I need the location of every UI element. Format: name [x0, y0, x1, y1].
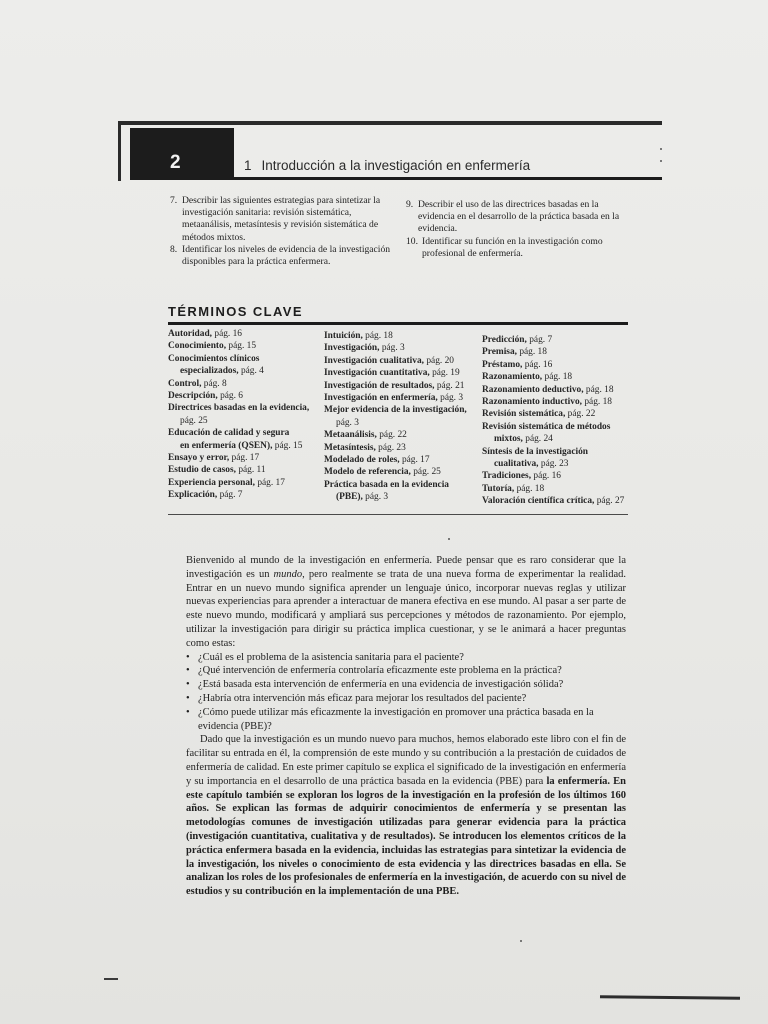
question-item: [186, 692, 626, 706]
key-term: [168, 353, 318, 365]
key-term-page: pág. 25: [180, 415, 208, 426]
key-term-label: Explicación,: [168, 490, 218, 501]
key-term-label: Síntesis de la investigación: [482, 446, 588, 457]
question-text: ¿Cómo puede utilizar más eficazmente la investigación en promover una práctica basada en la evidencia (PBE)?: [198, 706, 594, 732]
bold-text-run: la enfermería. En este capítulo también se exploran los logros de la investigación en la profesión de los últimos 160 años. Se explican las formas de adquirir conocimientos de enfermería y se presentan las metodologías comunes de investigación utilizadas para generar evidencia para la práctica (investigación cuantitativa, cualitativa y de resultados). Se introducen los elementos críticos de la práctica enfermera basada en la evidencia, incluidas las estrategias para sintetizar la evidencia de la investigación, los niveles o conocimiento de esta evidencia y las directrices basadas en ella. Se analizan los roles de los profesionales de enfermería en la investigación, de acuerdo con su nivel de estudios y su contribución en la implementación de una PBE.: [186, 775, 626, 898]
key-term-label: Razonamiento inductivo,: [482, 397, 583, 408]
key-term-page: pág. 7: [526, 335, 553, 345]
key-term: [482, 470, 638, 482]
key-terms-column-2: [324, 330, 480, 504]
chapter-number-box: [130, 128, 234, 180]
question-item: [186, 651, 626, 665]
objective-item: [406, 236, 622, 260]
key-term-label: Modelo de referencia,: [324, 467, 411, 478]
key-term-label: Tradiciones,: [482, 471, 532, 482]
key-term: [168, 452, 318, 464]
question-item: [186, 706, 626, 734]
key-term: [168, 415, 318, 427]
key-term-label: Directrices basadas en la evidencia,: [168, 403, 310, 414]
key-term-label: Conocimientos clínicos: [168, 353, 260, 364]
section-number: 1: [244, 158, 252, 173]
key-term-label: Control,: [168, 378, 202, 389]
key-term-page: pág. 27: [594, 496, 625, 507]
key-term: [482, 334, 638, 346]
body-text: [186, 554, 626, 899]
objective-item: [170, 244, 392, 268]
intro-paragraph: Bienvenido al mundo de la investigación en enfermería. Puede pensar que es raro considerar que la investigación es un mundo, pero realmente se trata de una nueva forma de experimentar la realidad. Entrar en un nuevo mundo significa aprender un lenguaje único, incorporar nuevas reglas y utilizar nuevas experiencias para aprender a interactuar de manera efectiva en ese mundo. Al pasar a ser parte de este nuevo mundo, modificará y ampliará sus percepciones y métodos de razonamiento. Por ejemplo, utilizar la investigación para dirigir su práctica implica cuestionar, y se le animará a hacer preguntas como estas:: [186, 555, 626, 649]
key-term: [324, 429, 480, 441]
key-term-page: pág. 6: [217, 391, 243, 402]
key-terms-bottom-rule: [168, 514, 628, 515]
key-term: [168, 402, 318, 414]
key-term: [482, 495, 638, 507]
key-term-label: Descripción,: [168, 391, 218, 402]
key-term-label: Modelado de roles,: [324, 455, 400, 466]
key-term: [324, 417, 480, 429]
scan-dot: [660, 148, 662, 150]
key-term-label: Conocimiento,: [168, 341, 227, 352]
key-terms-column-1: [168, 328, 318, 502]
question-item: [186, 678, 626, 692]
key-term: [168, 489, 318, 501]
key-term-label: Metaanálisis,: [324, 430, 377, 441]
question-list: [186, 651, 626, 734]
key-term: [168, 390, 318, 402]
key-term-label: Investigación cuantitativa,: [324, 368, 430, 379]
key-term-label: especializados,: [180, 366, 239, 377]
key-term: [324, 442, 480, 454]
key-term: [482, 346, 638, 358]
key-term: [324, 479, 480, 491]
key-term-page: pág. 23: [375, 442, 406, 453]
key-term: [168, 427, 318, 439]
key-term: [324, 392, 480, 404]
key-term: [482, 421, 638, 433]
question-text: ¿Qué intervención de enfermería controlaría eficazmente este problema en la práctica?: [198, 665, 562, 677]
key-term-page: pág. 4: [238, 366, 264, 377]
objective-text: Describir el uso de las directrices basadas en la evidencia en el desarrollo de la práctica basada en la evidencia.: [418, 199, 620, 235]
objective-item: [170, 195, 392, 244]
key-term-label: Intuición,: [324, 331, 363, 341]
key-term-label: Experiencia personal,: [168, 477, 255, 488]
objective-number: 9.: [406, 199, 414, 210]
key-term: [168, 464, 318, 476]
key-term-page: pág. 18: [583, 384, 614, 395]
key-term: [482, 396, 638, 408]
objectives-left-column: [170, 195, 392, 268]
second-paragraph: Dado que la investigación es un mundo nuevo para muchos, hemos elaborado este libro con el fin de facilitar su entrada en él, la comprensión de este mundo y su contribución a la prestación de cuidados de enfermería de calidad. En este primer capítulo se explica el significado de la investigación en enfermería y su importancia en el desarrollo de una práctica basada en la evidencia (PBE) para la enfermería. En este capítulo también se exploran los logros de la investigación en la profesión de los últimos 160 años. Se explican las formas de adquirir conocimientos de enfermería y se presentan las metodologías comunes de investigación utilizadas para generar evidencia para la práctica (investigación cuantitativa, cualitativa y de resultados). Se introducen los elementos críticos de la práctica enfermera basada en la evidencia, incluidas las estrategias para sintetizar la evidencia de la investigación, los niveles o conocimiento de esta evidencia y las directrices basadas en ella. Se analizan los roles de los profesionales de enfermería en la investigación, de acuerdo con su nivel de estudios y su contribución en la implementación de una PBE.: [186, 734, 626, 898]
key-term: [168, 340, 318, 352]
key-term: [482, 371, 638, 383]
key-term-label: Revisión sistemática,: [482, 409, 566, 420]
key-term: [324, 380, 480, 392]
key-term-page: pág. 8: [201, 378, 227, 389]
objective-item: [406, 199, 622, 236]
key-term: [482, 408, 638, 420]
key-term-label: Premisa,: [482, 347, 517, 358]
key-term-page: pág. 18: [582, 397, 612, 408]
scan-artifact-mark: [104, 978, 118, 980]
key-term-page: pág. 3: [336, 417, 359, 428]
key-term-label: Valoración científica crítica,: [482, 496, 595, 507]
key-term-label: Investigación en enfermería,: [324, 393, 438, 404]
page-header: [130, 128, 662, 180]
key-terms-heading: TÉRMINOS CLAVE: [168, 304, 303, 319]
question-text: ¿Habría otra intervención más eficaz para mejorar los resultados del paciente?: [198, 692, 527, 704]
key-term: [168, 365, 318, 377]
left-border-edge: [118, 121, 121, 181]
key-term: [324, 491, 480, 503]
key-term-label: Autoridad,: [168, 329, 213, 339]
key-term-page: pág. 24: [522, 434, 553, 445]
key-term-label: Razonamiento,: [482, 372, 543, 383]
scan-dot: [660, 160, 662, 162]
key-term-page: pág. 7: [217, 490, 243, 501]
objective-text: Describir las siguientes estrategias para sintetizar la investigación sanitaria: revisión sistemática, metaanálisis, metasíntesis y revisión sistemática de métodos mixtos.: [182, 195, 381, 243]
objective-number: 7.: [170, 195, 178, 206]
top-border-rule: [118, 121, 662, 125]
objective-text: Identificar los niveles de evidencia de la investigación disponibles para la práctica enfermera.: [182, 243, 391, 268]
key-term-page: pág. 18: [362, 331, 393, 341]
key-term-label: Estudio de casos,: [168, 465, 236, 476]
key-term: [168, 477, 318, 489]
key-term-page: pág. 18: [516, 347, 547, 358]
key-term-label: mixtos,: [494, 434, 523, 445]
bullet-icon: •: [186, 651, 190, 663]
key-term-page: pág. 17: [254, 477, 285, 488]
key-term: [168, 328, 318, 340]
key-term: [324, 454, 480, 466]
key-term-page: pág. 3: [362, 492, 389, 503]
key-term: [482, 483, 638, 495]
key-terms-column-3: [482, 334, 638, 508]
key-terms-rule: [168, 322, 628, 325]
key-term-page: pág. 19: [429, 368, 460, 379]
key-term-page: pág. 16: [531, 471, 561, 482]
key-term-label: Tutoría,: [482, 483, 515, 494]
key-term: [482, 458, 638, 470]
key-term-page: pág. 16: [522, 359, 553, 370]
objectives-right-column: [406, 199, 622, 260]
scan-artifact-line: [600, 995, 740, 999]
objective-number: 8.: [170, 243, 178, 255]
question-item: [186, 664, 626, 678]
key-term-page: pág. 3: [379, 343, 405, 354]
key-term: [482, 446, 638, 458]
key-term-label: cualitativa,: [494, 459, 539, 470]
scan-dot: [520, 940, 522, 942]
key-term-label: Ensayo y error,: [168, 453, 230, 464]
question-text: ¿Cuál es el problema de la asistencia sanitaria para el paciente?: [198, 651, 464, 663]
bullet-icon: •: [186, 665, 190, 677]
key-term-label: Razonamiento deductivo,: [482, 384, 584, 395]
key-term-page: pág. 21: [434, 380, 465, 391]
bullet-icon: •: [186, 706, 190, 718]
scan-dot: [448, 538, 450, 540]
key-term-page: pág. 23: [538, 459, 569, 470]
bullet-icon: •: [186, 692, 190, 704]
key-term-page: pág. 25: [410, 467, 441, 478]
key-term-label: en enfermería (QSEN),: [180, 440, 273, 451]
key-term-label: Predicción,: [482, 335, 527, 345]
key-term-label: Investigación de resultados,: [324, 380, 435, 391]
question-text: ¿Está basada esta intervención de enfermería en una evidencia de investigación sólida?: [198, 679, 564, 691]
section-title: Introducción a la investigación en enfermería: [261, 158, 531, 173]
key-term-label: Revisión sistemática de métodos: [482, 421, 611, 432]
key-term-page: pág. 11: [235, 465, 266, 476]
key-term-page: pág. 18: [514, 483, 545, 494]
key-term-label: Investigación,: [324, 343, 380, 354]
objective-text: Identificar su función en la investigación como profesional de enfermería.: [422, 235, 603, 259]
key-term-page: pág. 16: [212, 329, 242, 339]
key-term: [482, 384, 638, 396]
key-term: [324, 355, 480, 367]
emphasis: mundo: [273, 568, 303, 580]
key-term-page: pág. 15: [226, 341, 257, 352]
key-term-page: pág. 17: [229, 453, 260, 464]
key-term: [324, 330, 480, 342]
key-term-page: pág. 18: [542, 372, 573, 383]
key-term: [324, 342, 480, 354]
key-term: [168, 440, 318, 452]
key-term-label: Metasíntesis,: [324, 442, 376, 453]
key-term: [482, 433, 638, 445]
key-term-page: pág. 22: [376, 430, 407, 441]
key-term: [324, 367, 480, 379]
key-term: [324, 466, 480, 478]
key-term-label: Préstamo,: [482, 359, 523, 370]
key-term-label: Práctica basada en la evidencia: [324, 479, 449, 490]
key-term: [168, 378, 318, 390]
key-term-page: pág. 17: [399, 455, 430, 466]
key-term-label: Mejor evidencia de la investigación,: [324, 405, 467, 416]
key-term-page: pág. 22: [565, 409, 596, 420]
key-term-label: (PBE),: [336, 492, 363, 503]
key-term-page: pág. 15: [272, 440, 303, 451]
chapter-number: 2: [170, 152, 181, 173]
bullet-icon: •: [186, 679, 190, 691]
key-term-label: Educación de calidad y segura: [168, 428, 290, 439]
key-term-label: Investigación cualitativa,: [324, 355, 424, 366]
objective-number: 10.: [406, 235, 418, 247]
margin-scan-text: [658, 740, 670, 940]
section-title-bar: [234, 128, 662, 180]
key-term-page: pág. 3: [437, 393, 464, 404]
key-term: [482, 359, 638, 371]
key-term-page: pág. 20: [424, 355, 454, 366]
key-term: [324, 404, 480, 416]
